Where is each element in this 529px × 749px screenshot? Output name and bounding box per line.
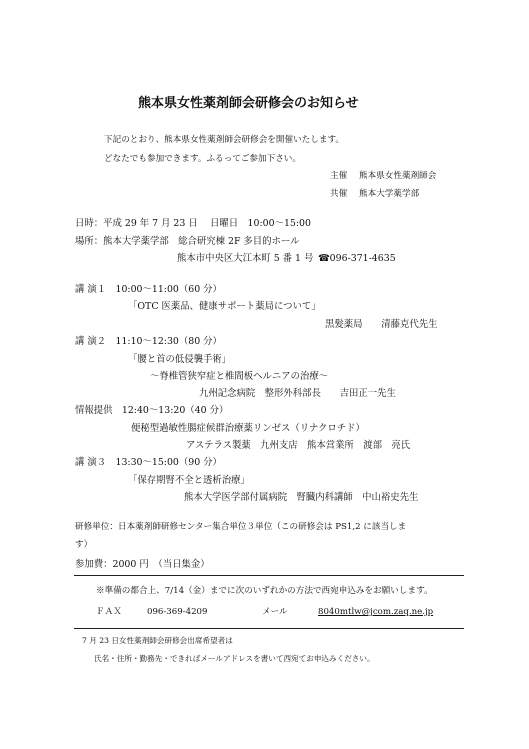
lecture3-speaker: 熊本大学医学部付属病院 腎臓内科講師 中山裕史先生 (184, 492, 419, 503)
footer-line-1: 7 月 23 日女性薬剤師会研修会出席希望者は (82, 636, 233, 645)
lecture3-heading: 講 演３ 13:30～15:00（90 分） (75, 457, 222, 468)
fax-label: ＦＡＸ (96, 607, 122, 617)
lecture2-heading: 講 演２ 11:10～12:30（80 分） (75, 336, 222, 347)
intro-line-1: 下記のとおり、熊本県女性薬剤師会研修会を開催いたします。 (104, 135, 344, 145)
footer-line-2: 氏名・住所・勤務先・できればメールアドレスを書いて西宛てお申込みください。 (94, 654, 375, 663)
credits-line-2: す） (75, 540, 93, 550)
bottom-divider (74, 628, 464, 629)
event-datetime: 日時：平成 29 年 7 月 23 日 日曜日 10:00～15:00 (75, 218, 311, 229)
page-title: 熊本県女性薬剤師会研修会のお知らせ (138, 96, 359, 111)
fax-number: 096-369-4209 (147, 607, 208, 617)
venue-phone: ☎096-371-4635 (318, 253, 396, 264)
cohost-label: 共催 (330, 189, 348, 199)
event-venue: 場所：熊本大学薬学部 総合研究棟 2F 多目的ホール (75, 236, 300, 247)
email-link[interactable]: 8040mtlw@jcom.zaq.ne.jp (318, 607, 434, 617)
info-title: 便秘型過敏性腸症候群治療薬リンゼス（リナクロチド） (131, 423, 365, 434)
participation-fee: 参加費：2000 円 （当日集金） (75, 559, 210, 570)
top-divider (74, 575, 464, 576)
lecture1-title: 「OTC 医薬品、健康サポート薬局について」 (128, 301, 321, 312)
lecture2-title: 「腰と首の低侵襲手術」 (128, 354, 232, 365)
host-label: 主催 (330, 171, 348, 181)
intro-line-2: どなたでも参加できます。ふるってご参加下さい。 (104, 154, 301, 164)
lecture1-speaker: 黒髪薬局 清藤克代先生 (325, 319, 438, 330)
mail-label: メール (262, 607, 288, 617)
credits-line-1: 研修単位：日本薬剤師研修センター集合単位３単位（この研修会は PS1,2 に該当しま (75, 522, 407, 532)
cohost-name: 熊本大学薬学部 (359, 189, 420, 199)
host-name: 熊本県女性薬剤師会 (359, 171, 437, 181)
venue-address: 熊本市中央区大江本町 5 番 1 号 (177, 253, 314, 264)
lecture2-speaker: 九州記念病院 整形外科部長 吉田正一先生 (199, 388, 396, 399)
registration-note: ※準備の都合上、7/14（金）までに次のいずれかの方法で西宛申込みをお願いします。 (96, 586, 433, 596)
lecture3-title: 「保存期腎不全と透析治療」 (128, 475, 250, 486)
info-speaker: アステラス製薬 九州支店 熊本営業所 渡部 亮氏 (186, 440, 411, 451)
lecture1-heading: 講 演１ 10:00～11:00（60 分） (75, 284, 222, 295)
info-heading: 情報提供 12:40～13:20（40 分） (75, 405, 229, 416)
lecture2-subtitle: ～脊椎管狭窄症と椎間板ヘルニアの治療～ (150, 371, 329, 382)
